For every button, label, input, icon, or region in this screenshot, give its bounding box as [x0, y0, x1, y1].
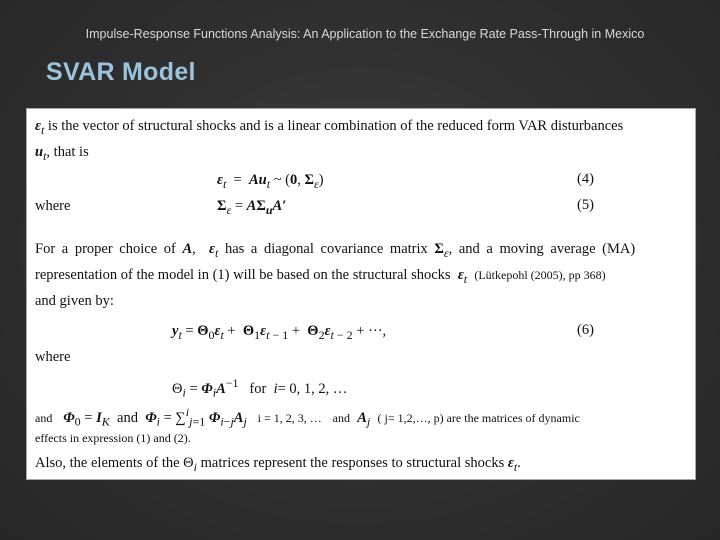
para-b1: representation of the model in (1) will be based on the structural shocks [35, 267, 451, 283]
phi-definition-line: and $\Phi_0 = I_K$ and $\Phi_i = \sum^i_{j=1}$ $\Phi_{i-j}A_j$ i = 1, 2, 3, … and $A_j$ ( j= 1,2,…, p) are the matrices of dynamic [35, 405, 580, 429]
equation-5: $\Sigma_\varepsilon = A\Sigma_uA'$ [217, 198, 287, 217]
paragraph-line-b: representation of the model in (1) will be based on the structural shocks $\varepsilon_t$ (Lütkepohl (2005), pp 368) [35, 267, 606, 286]
effects-line: effects in expression (1) and (2). [35, 431, 191, 445]
line-structural-shocks: $\varepsilon_t$ is the vector of structural shocks and is a linear combination of the reduced form VAR disturbances [35, 118, 624, 137]
theta-range: = 0, 1, 2, … [277, 380, 348, 397]
also-text-end: matrices represent the responses to structural shocks [200, 455, 505, 471]
equation-number-4: (4) [577, 171, 594, 187]
line2-text: , that is [46, 144, 89, 160]
equation-number-5: (5) [577, 197, 594, 213]
equation-number-6: (6) [577, 322, 594, 338]
range-3: ( j= 1,2,…, p) are the matrices of dynamic [377, 410, 580, 425]
paragraph-line-a: For a proper choice of A, $\varepsilon_t$ has a diagonal covariance matrix $\Sigma_\varepsilon$, and a moving average (MA) [35, 241, 636, 260]
and-label: and [35, 410, 53, 425]
also-text: Also, the elements of the Θ [35, 455, 194, 471]
range-2: i = 1, 2, 3, … [257, 410, 322, 425]
line1-text: is the vector of structural shocks and is a linear combination of the reduced form VAR disturbances [47, 118, 624, 134]
para-a2: has a diagonal covariance matrix [224, 241, 428, 257]
citation: (Lütkepohl (2005), pp 368) [474, 268, 606, 282]
and-label-2: and [332, 410, 350, 425]
paragraph-line-c: and given by: [35, 293, 114, 309]
line-ut: $u_t$, that is [35, 144, 89, 163]
presentation-title: Impulse-Response Functions Analysis: An Application to the Exchange Rate Pass-Through in Mexico [85, 27, 645, 41]
equation-6: $y_t = \Theta_0\varepsilon_t + \Theta_1\varepsilon_{t - 1} + \Theta_2\varepsilon_{t - 2}$ + ···, [172, 323, 387, 342]
slide-title: SVAR Model [46, 58, 196, 86]
also-line: Also, the elements of the $\Theta_i$ matrices represent the responses to structural shocks $\varepsilon_t$. [35, 455, 521, 474]
para-a1: For a proper choice of [35, 241, 176, 257]
theta-for: for [249, 380, 267, 397]
equation-panel [26, 108, 696, 480]
where-label-1: where [35, 198, 71, 214]
where-label-2: where [35, 349, 71, 365]
para-a3: , and a moving average (MA) [448, 241, 636, 257]
theta-definition: $\Theta_i = \Phi_iA^{-1}$ for i= 0, 1, 2, … [172, 376, 348, 400]
equation-4: $\varepsilon_t = Au_t$ ~ (0, $\Sigma_\varepsilon$) [217, 172, 324, 191]
